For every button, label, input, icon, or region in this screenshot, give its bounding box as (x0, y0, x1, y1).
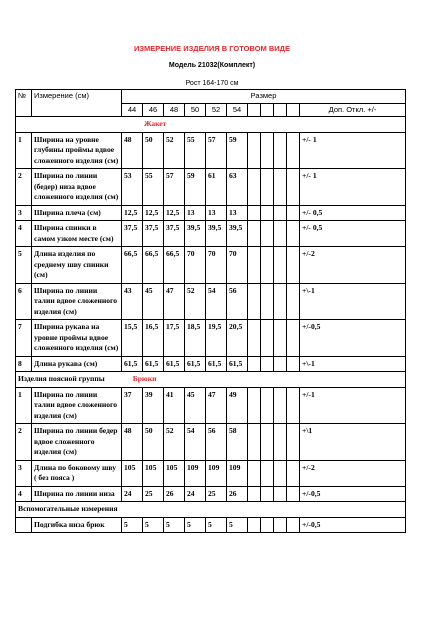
row-size-value: 43 (122, 283, 143, 320)
empty-cell (261, 247, 274, 284)
row-size-value: 56 (206, 424, 227, 461)
row-number: 4 (16, 221, 32, 247)
empty-cell (287, 221, 300, 247)
section-row (16, 372, 406, 388)
row-size-value: 59 (185, 169, 206, 206)
table-row (16, 460, 406, 486)
row-size-value: 45 (185, 387, 206, 424)
table-row (16, 424, 406, 461)
row-size-value: 57 (206, 132, 227, 169)
row-tolerance: +/- 1 (300, 132, 406, 169)
empty-cell (261, 103, 274, 117)
row-size-value: 55 (185, 132, 206, 169)
empty-cell (248, 320, 261, 357)
row-size-value: 63 (227, 169, 248, 206)
empty-cell (248, 460, 261, 486)
row-size-value: 47 (206, 387, 227, 424)
row-size-value: 105 (122, 460, 143, 486)
row-size-value: 70 (185, 247, 206, 284)
empty-cell (274, 424, 287, 461)
size-col-header: 46 (143, 103, 164, 117)
row-measure-name: Длина изделия по среднему шву спинки (см) (32, 247, 122, 284)
row-size-value: 24 (122, 486, 143, 502)
row-size-value: 61,5 (227, 356, 248, 372)
table-row (16, 247, 406, 284)
row-tolerance: +\-1 (300, 356, 406, 372)
row-size-value: 52 (185, 283, 206, 320)
section-label: Вспомогательные измерения (18, 504, 118, 513)
row-size-value: 49 (227, 387, 248, 424)
row-size-value: 48 (122, 424, 143, 461)
row-size-value: 13 (227, 205, 248, 221)
row-size-value: 5 (143, 517, 164, 533)
empty-cell (261, 460, 274, 486)
table-row (16, 320, 406, 357)
measurement-table (15, 89, 406, 533)
row-measure-name: Длина по боковому шву ( без пояса ) (32, 460, 122, 486)
row-size-value: 105 (164, 460, 185, 486)
row-size-value: 59 (227, 132, 248, 169)
empty-cell (274, 169, 287, 206)
empty-cell (248, 247, 261, 284)
row-size-value: 37,5 (122, 221, 143, 247)
row-size-value: 105 (143, 460, 164, 486)
table-body (16, 90, 406, 533)
row-size-value: 5 (227, 517, 248, 533)
table-row (16, 132, 406, 169)
section-label-red: Жакет (144, 119, 167, 128)
table-row (16, 283, 406, 320)
row-size-value: 39,5 (227, 221, 248, 247)
empty-cell (261, 424, 274, 461)
size-col-header: 52 (206, 103, 227, 117)
table-row (16, 486, 406, 502)
row-size-value: 54 (206, 283, 227, 320)
row-size-value: 12,5 (122, 205, 143, 221)
row-tolerance: +/- 0,5 (300, 221, 406, 247)
row-size-value: 50 (143, 424, 164, 461)
row-size-value: 50 (143, 132, 164, 169)
document-title: ИЗМЕРЕНИЕ ИЗДЕЛИЯ В ГОТОВОМ ВИДЕ (133, 44, 291, 53)
row-size-value: 45 (143, 283, 164, 320)
row-size-value: 39,5 (185, 221, 206, 247)
empty-cell (248, 387, 261, 424)
row-size-value: 109 (185, 460, 206, 486)
row-tolerance: +\1 (300, 424, 406, 461)
row-measure-name: Подгибка низа брюк (32, 517, 122, 533)
row-size-value: 5 (122, 517, 143, 533)
empty-cell (248, 221, 261, 247)
empty-cell (274, 283, 287, 320)
row-size-value: 52 (164, 132, 185, 169)
row-number: 4 (16, 486, 32, 502)
row-size-value: 61 (206, 169, 227, 206)
section-row (16, 117, 406, 133)
row-size-value: 39,5 (206, 221, 227, 247)
row-size-value: 61,5 (143, 356, 164, 372)
size-col-header: 44 (122, 103, 143, 117)
section-header (16, 372, 406, 388)
row-tolerance: +/-0,5 (300, 486, 406, 502)
row-size-value: 20,5 (227, 320, 248, 357)
row-size-value: 12,5 (164, 205, 185, 221)
row-size-value: 17,5 (164, 320, 185, 357)
empty-cell (287, 517, 300, 533)
row-number: 2 (16, 424, 32, 461)
empty-cell (274, 103, 287, 117)
row-size-value: 66,5 (122, 247, 143, 284)
empty-cell (287, 283, 300, 320)
row-number: 7 (16, 320, 32, 357)
row-number: 1 (16, 132, 32, 169)
row-tolerance: +/-1 (300, 387, 406, 424)
empty-cell (274, 221, 287, 247)
empty-cell (248, 283, 261, 320)
empty-cell (287, 247, 300, 284)
row-size-value: 109 (206, 460, 227, 486)
empty-cell (274, 247, 287, 284)
size-col-header: 50 (185, 103, 206, 117)
row-size-value: 13 (206, 205, 227, 221)
row-measure-name: Ширина рукава на уровне проймы вдвое сложенного изделия (см) (32, 320, 122, 357)
table-row (16, 517, 406, 533)
empty-cell (261, 320, 274, 357)
row-measure-name: Ширина плеча (см) (32, 205, 122, 221)
header-row-1 (16, 90, 406, 104)
header-size: Размер (122, 90, 406, 104)
row-number: 1 (16, 387, 32, 424)
empty-cell (248, 205, 261, 221)
table-row (16, 169, 406, 206)
empty-cell (274, 132, 287, 169)
row-size-value: 37,5 (164, 221, 185, 247)
row-number: 8 (16, 356, 32, 372)
empty-cell (274, 320, 287, 357)
section-label: Изделия поясной группы (18, 374, 105, 383)
row-tolerance: +/-2 (300, 247, 406, 284)
row-size-value: 47 (164, 283, 185, 320)
row-size-value: 61,5 (185, 356, 206, 372)
row-size-value: 52 (164, 424, 185, 461)
row-size-value: 41 (164, 387, 185, 424)
empty-cell (287, 486, 300, 502)
empty-cell (287, 424, 300, 461)
row-number: 3 (16, 205, 32, 221)
row-size-value: 5 (206, 517, 227, 533)
empty-cell (248, 517, 261, 533)
table-row (16, 356, 406, 372)
row-number: 2 (16, 169, 32, 206)
row-number: 3 (16, 460, 32, 486)
row-size-value: 55 (143, 169, 164, 206)
row-measure-name: Ширина на уровне глубины проймы вдвое сложенного изделия (см) (32, 132, 122, 169)
row-size-value: 57 (164, 169, 185, 206)
row-tolerance: +\-1 (300, 283, 406, 320)
empty-cell (248, 424, 261, 461)
empty-cell (261, 132, 274, 169)
header-num: № (16, 90, 32, 117)
header-measure: Измерение (см) (32, 90, 122, 117)
empty-cell (287, 356, 300, 372)
row-size-value: 16,5 (143, 320, 164, 357)
row-number: 5 (16, 247, 32, 284)
row-tolerance: +/-0,5 (300, 320, 406, 357)
row-size-value: 12,5 (143, 205, 164, 221)
empty-cell (261, 283, 274, 320)
empty-cell (274, 356, 287, 372)
size-col-header: 48 (164, 103, 185, 117)
empty-cell (287, 169, 300, 206)
section-label-red: Брюки (132, 374, 157, 383)
row-size-value: 61,5 (122, 356, 143, 372)
empty-cell (287, 132, 300, 169)
row-size-value: 26 (227, 486, 248, 502)
empty-cell (287, 103, 300, 117)
row-size-value: 13 (185, 205, 206, 221)
empty-cell (248, 132, 261, 169)
row-size-value: 61,5 (206, 356, 227, 372)
row-size-value: 37,5 (143, 221, 164, 247)
row-measure-name: Ширина спинки в самом узком месте (см) (32, 221, 122, 247)
empty-cell (261, 205, 274, 221)
row-size-value: 19,5 (206, 320, 227, 357)
row-size-value: 66,5 (143, 247, 164, 284)
empty-cell (287, 460, 300, 486)
empty-cell (287, 320, 300, 357)
row-size-value: 70 (206, 247, 227, 284)
empty-cell (248, 356, 261, 372)
empty-cell (248, 486, 261, 502)
section-header (16, 117, 406, 133)
row-size-value: 15,5 (122, 320, 143, 357)
row-size-value: 37 (122, 387, 143, 424)
empty-cell (248, 169, 261, 206)
empty-cell (261, 486, 274, 502)
row-size-value: 25 (143, 486, 164, 502)
empty-cell (274, 387, 287, 424)
header-tolerance: Доп. Откл. +/- (300, 103, 406, 117)
table-row (16, 205, 406, 221)
row-size-value: 54 (185, 424, 206, 461)
row-number (16, 517, 32, 533)
row-tolerance: +/- 0,5 (300, 205, 406, 221)
row-measure-name: Ширина по линии бедер вдвое сложенного изделия (см) (32, 424, 122, 461)
row-measure-name: Длина рукава (см) (32, 356, 122, 372)
empty-cell (261, 169, 274, 206)
empty-cell (248, 103, 261, 117)
row-size-value: 70 (227, 247, 248, 284)
row-size-value: 39 (143, 387, 164, 424)
empty-cell (274, 205, 287, 221)
row-measure-name: Ширина по линии талии вдвое сложенного изделия (см) (32, 283, 122, 320)
row-size-value: 5 (185, 517, 206, 533)
row-size-value: 58 (227, 424, 248, 461)
table-row (16, 221, 406, 247)
empty-cell (287, 205, 300, 221)
height-label: Рост 164-170 см (185, 80, 239, 87)
row-measure-name: Ширина по линии (бедер) низа вдвое сложенного изделия (см) (32, 169, 122, 206)
empty-cell (274, 486, 287, 502)
section-row (16, 502, 406, 518)
row-size-value: 26 (164, 486, 185, 502)
row-tolerance: +/- 1 (300, 169, 406, 206)
row-tolerance: +/-2 (300, 460, 406, 486)
row-size-value: 109 (227, 460, 248, 486)
row-size-value: 53 (122, 169, 143, 206)
row-measure-name: Ширина по линии талии вдвое сложенного изделия (см) (32, 387, 122, 424)
section-header (16, 502, 406, 518)
row-size-value: 25 (206, 486, 227, 502)
model-label: Модель 21032(Комплект) (168, 62, 256, 69)
row-size-value: 48 (122, 132, 143, 169)
row-size-value: 66,5 (164, 247, 185, 284)
empty-cell (274, 460, 287, 486)
empty-cell (261, 517, 274, 533)
row-tolerance: +/-0,5 (300, 517, 406, 533)
empty-cell (261, 356, 274, 372)
table-row (16, 387, 406, 424)
empty-cell (274, 517, 287, 533)
row-size-value: 56 (227, 283, 248, 320)
row-size-value: 18,5 (185, 320, 206, 357)
row-number: 6 (16, 283, 32, 320)
row-size-value: 5 (164, 517, 185, 533)
row-measure-name: Ширина по линии низа (32, 486, 122, 502)
empty-cell (261, 387, 274, 424)
row-size-value: 61,5 (164, 356, 185, 372)
row-size-value: 24 (185, 486, 206, 502)
empty-cell (287, 387, 300, 424)
empty-cell (261, 221, 274, 247)
size-col-header: 54 (227, 103, 248, 117)
